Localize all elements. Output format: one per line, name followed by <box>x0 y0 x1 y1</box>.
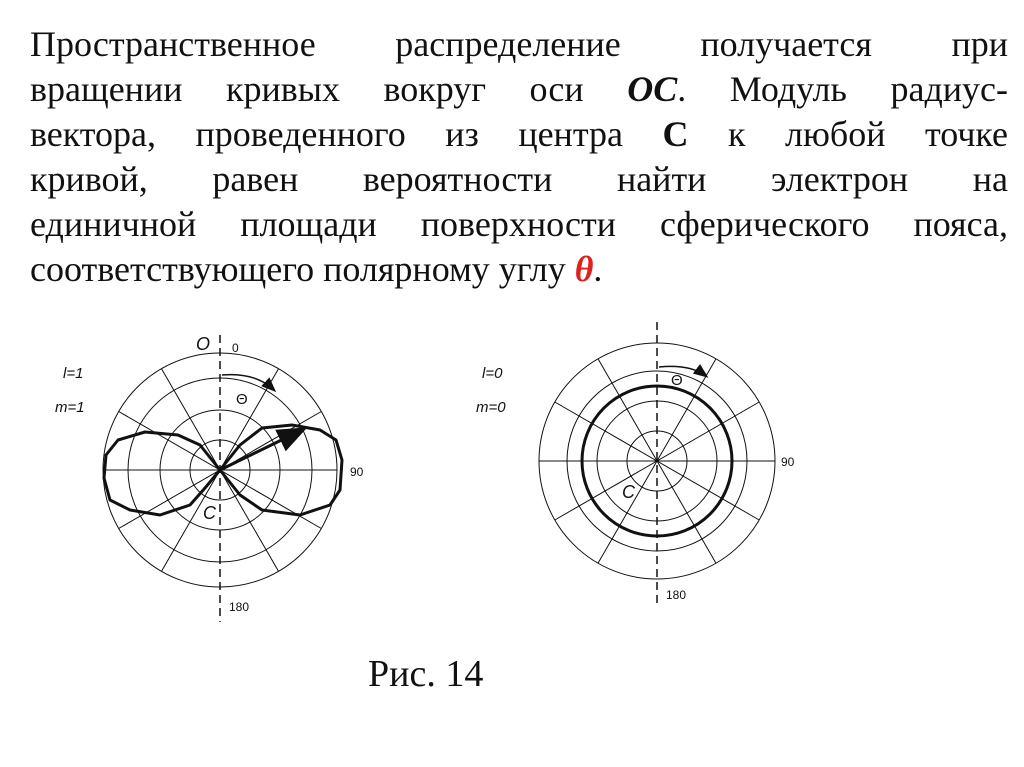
tick-180-label: 180 <box>229 600 250 614</box>
text-line-1: Пространственное распределение получается при <box>30 24 1008 64</box>
tick-90-label: 90 <box>781 455 795 469</box>
figure-caption: Рис. 14 <box>368 653 484 695</box>
text-line-2 <box>30 67 1008 112</box>
center-c-label: С <box>662 114 689 154</box>
text-line-3 <box>30 112 1008 157</box>
polar-diagrams <box>0 300 1024 660</box>
center-c-label: C <box>203 503 216 523</box>
text-segment: вектора, проведенного из центра <box>30 114 663 154</box>
l-quantum-label: l=1 <box>63 365 84 382</box>
l-quantum-label: l=0 <box>482 365 503 382</box>
center-c-label: C <box>622 482 635 502</box>
theta-symbol: θ <box>574 249 594 289</box>
m-quantum-label: m=1 <box>55 399 85 416</box>
text-segment: . Модуль радиус- <box>677 69 1008 109</box>
left-polar-diagram <box>55 334 364 622</box>
m-quantum-label: m=0 <box>476 399 506 416</box>
tick-90-label: 90 <box>350 465 364 479</box>
axis-oc-label: ОС <box>627 69 678 109</box>
axis-o-label: O <box>196 334 211 354</box>
theta-label: Θ <box>671 372 683 389</box>
text-line-5: единичной площади поверхности сферического пояса, <box>30 204 1008 244</box>
radius-vector-arrow <box>220 430 302 470</box>
text-line-6 <box>30 247 1008 292</box>
tick-180-label: 180 <box>666 588 687 602</box>
description-text <box>30 22 1008 292</box>
right-polar-diagram <box>476 322 795 605</box>
text-segment: . <box>593 249 603 289</box>
text-line-4: кривой, равен вероятности найти электрон на <box>30 159 1008 199</box>
theta-label: Θ <box>236 391 248 408</box>
tick-0-label: 0 <box>232 341 239 355</box>
text-segment: вращении кривых вокруг оси <box>30 69 628 109</box>
text-segment: к любой точке <box>688 114 1008 154</box>
text-segment: соответствующего полярному углу <box>30 249 575 289</box>
